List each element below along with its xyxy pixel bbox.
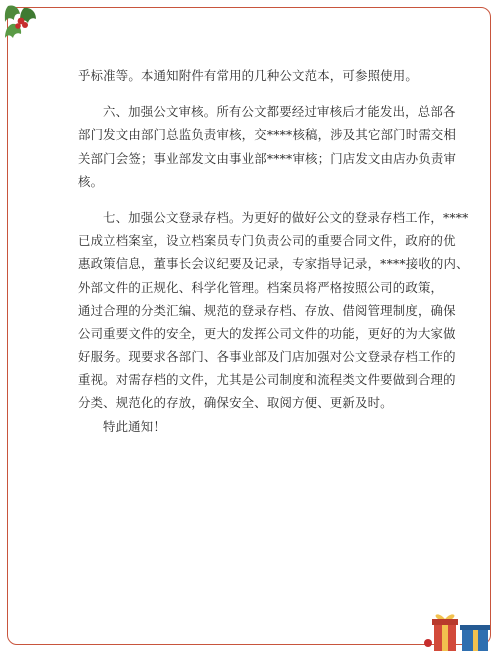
text-line: 部门发文由部门总监负责审核，交****核稿，涉及其它部门时需交相 — [78, 127, 457, 143]
notice-body — [78, 64, 469, 438]
holly-icon — [0, 0, 44, 54]
text-line: 七、加强公文登录存档。为更好的做好公文的登录存档工作，**** — [103, 209, 469, 225]
text-line: 通过合理的分类汇编、规范的登录存档、存放、借阅管理制度，确保 — [78, 302, 456, 318]
text-line: 乎标准等。本通知附件有常用的几种公文范本，可参照使用。 — [78, 68, 418, 83]
text-line: 外部文件的正规化、科学化管理。档案员将严格按照公司的政策， — [78, 279, 444, 295]
text-line: 已成立档案室，设立档案员专门负责公司的重要合同文件，政府的优 — [78, 233, 456, 249]
gift-box-icon — [420, 611, 494, 651]
text-line: 分类、规范化的存放，确保安全、取阅方便、更新及时。 — [78, 395, 393, 411]
text-line: 核。 — [78, 173, 104, 189]
text-line: 关部门会签；事业部发文由事业部****审核；门店发文由店办负责审 — [78, 150, 457, 166]
text-line: 惠政策信息，董事长会议纪要及记录，专家指导记录，****接收的内、 — [78, 256, 469, 272]
text-line: 好服务。现要求各部门、各事业部及门店加强对公文登录存档工作的 — [78, 349, 456, 365]
text-line: 特此通知！ — [103, 418, 166, 434]
text-line: 重视。对需存档的文件，尤其是公司制度和流程类文件要做到合理的 — [78, 372, 456, 388]
text-line: 公司重要文件的安全，更大的发挥公司文件的功能，更好的为大家做 — [78, 325, 456, 341]
text-line: 六、加强公文审核。所有公文都要经过审核后才能发出，总部各 — [103, 104, 456, 120]
